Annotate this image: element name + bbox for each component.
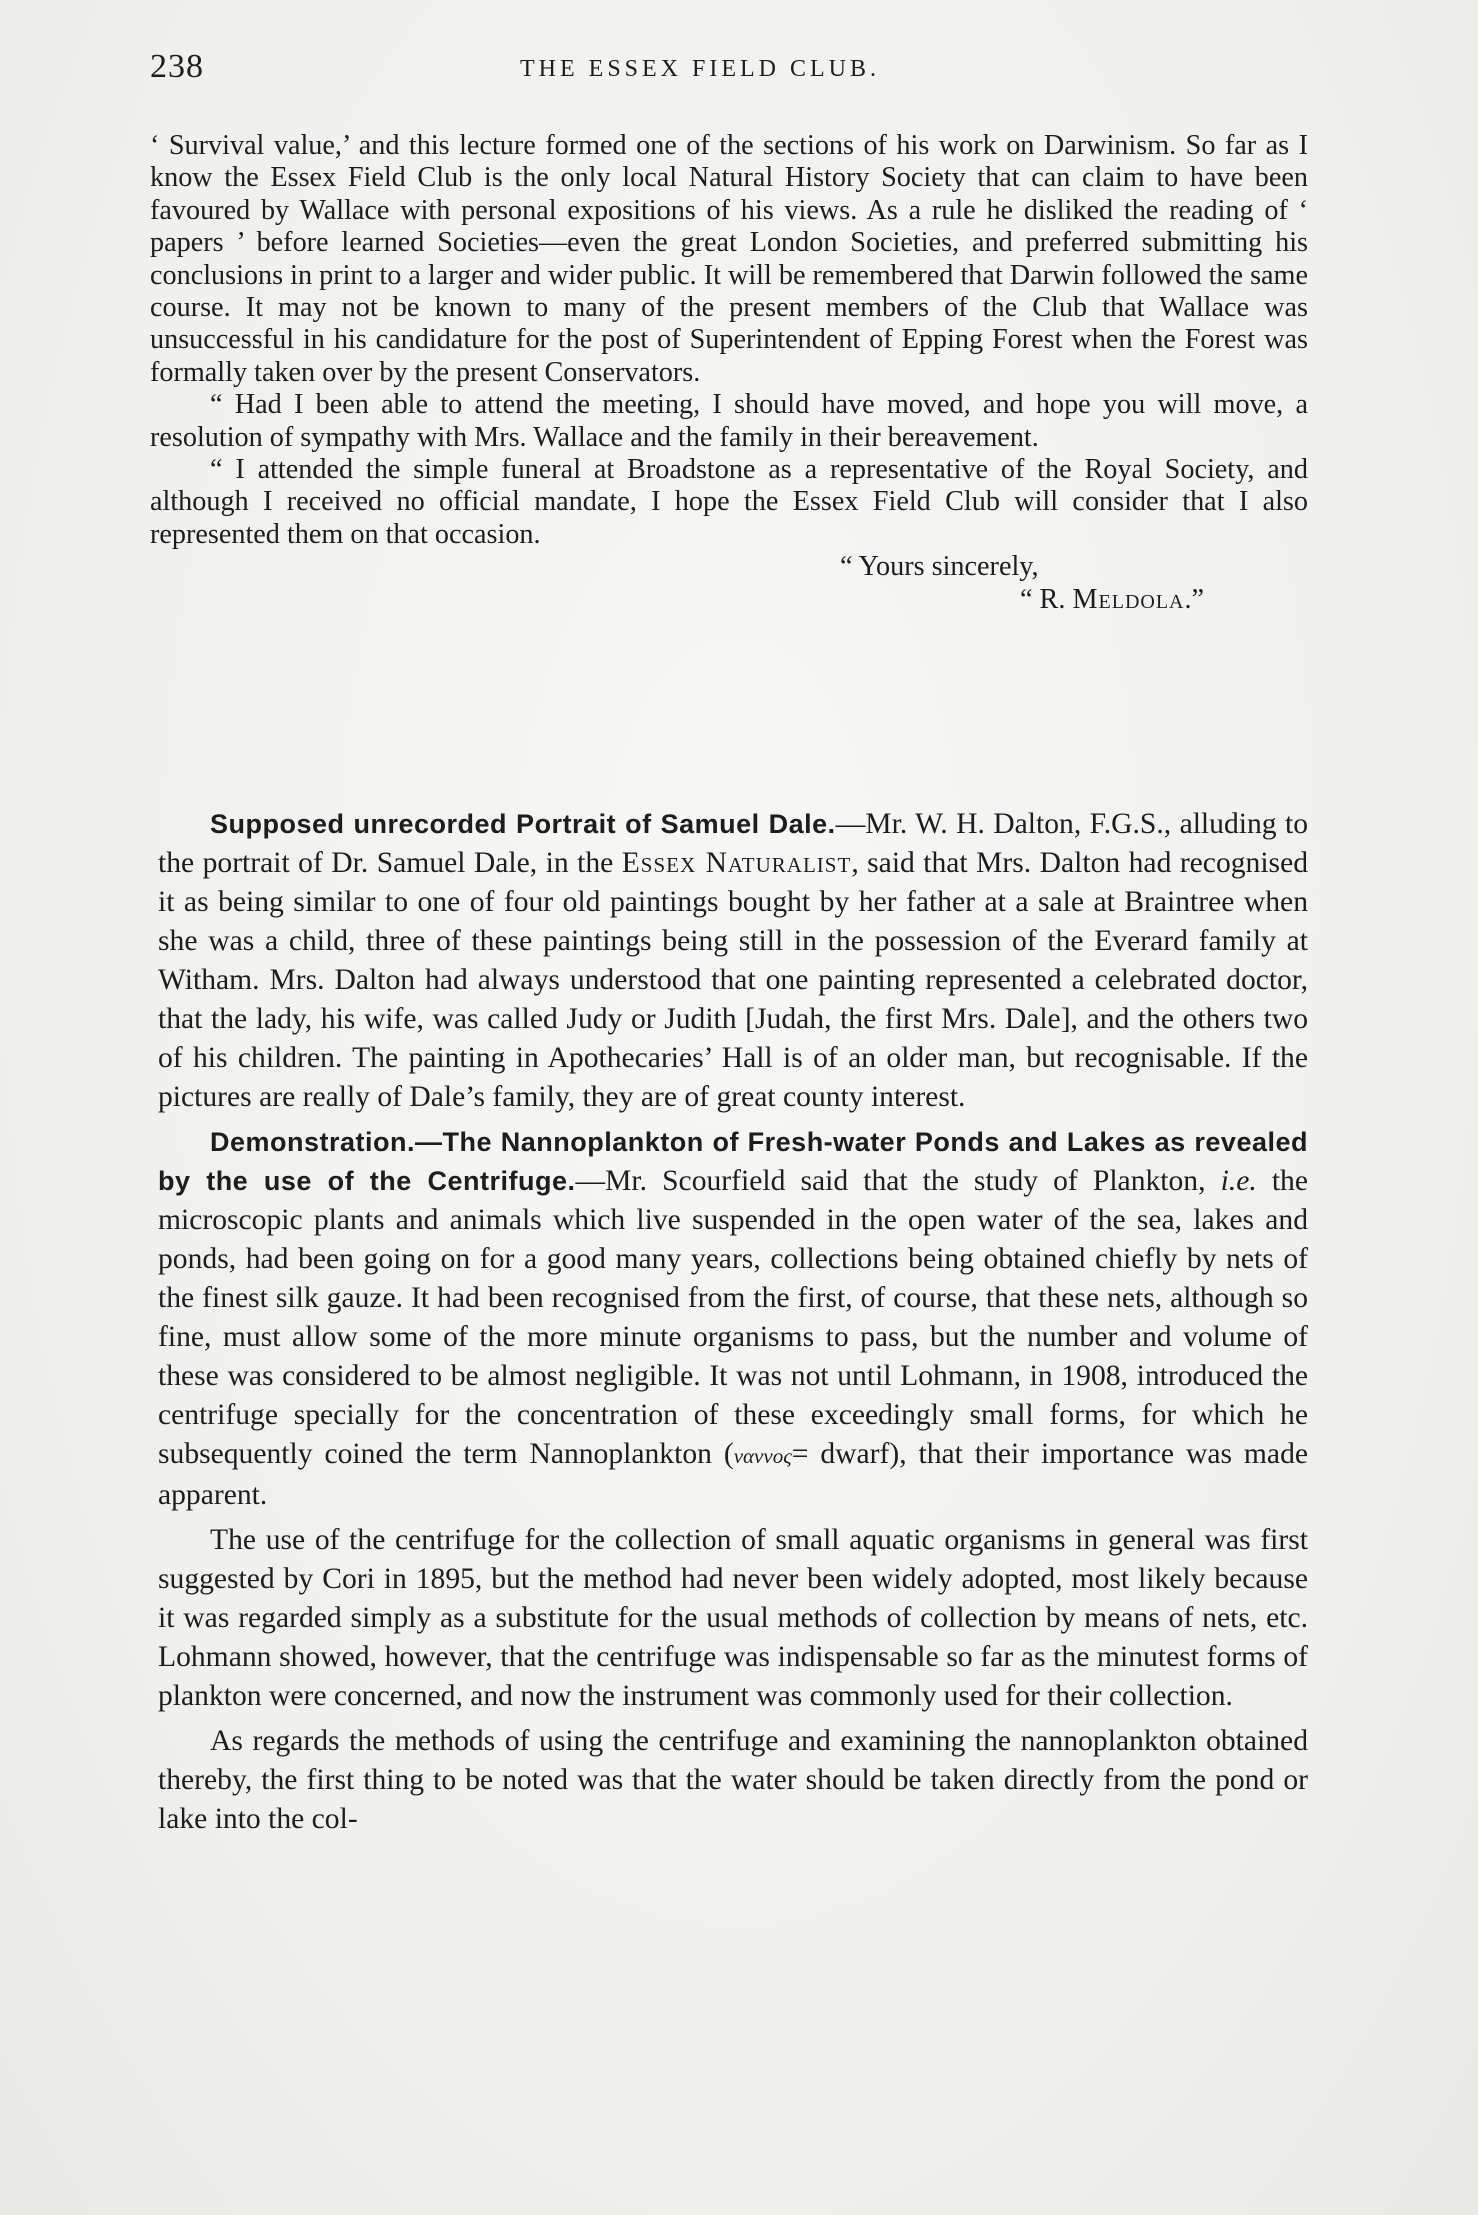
journal-title: Essex Naturalist <box>621 847 852 879</box>
portrait-paragraph: Supposed unrecorded Portrait of Samuel Dale.—Mr. W. H. Dalton, F.G.S., alluding to the portrait of Dr. Samuel Dale, in the Essex Naturalist, said that Mrs. Dalton had recognised it as being similar to one of four old paintings bought by her father at a sale at Braintree when she was a child, three of these paintings being still in the possession of the Everard family at Witham. Mrs. Dalton had always understood that one painting represented a celebrated doctor, that the lady, his wife, was called Judy or Judith [Judah, the first Mrs. Dale], and the others two of his children. The painting in Apothecaries’ Hall is of an older man, but recognisable. If the pictures are really of Dale’s family, they are of great county interest. <box>158 808 1309 1113</box>
section-heading-demonstration: Demonstration.—The Nannoplankton of Fresh-water Ponds and Lakes as revealed by the use of the Centrifuge. <box>158 1127 1308 1196</box>
letter-paragraph: “ Had I been able to attend the meeting, I should have moved, and hope you will move, a resolution of sympathy with Mrs. Wallace and the family in their bereavement. <box>150 389 1308 453</box>
page-number: 238 <box>150 48 204 85</box>
meldola-letter <box>150 130 1308 616</box>
letter-paragraph: ‘ Survival value,’ and this lecture formed one of the sections of his work on Darwinism. So far as I know the Essex Field Club is the only local Natural History Society that can claim to have been favoured by Wallace with personal expositions of his views. As a rule he disliked the reading of ‘ papers ’ before learned Societies—even the great London Societies, and preferred submitting his conclusions in print to a larger and wider public. It will be remembered that Darwin followed the same course. It may not be known to many of the present members of the Club that Wallace was unsuccessful in his candidature for the post of Superintendent of Epping Forest when the Forest was formally taken over by the present Conservators. <box>150 130 1308 388</box>
letter-signature: “ R. Meldola.” <box>1020 583 1205 615</box>
running-title: THE ESSEX FIELD CLUB. <box>520 56 880 82</box>
section-heading-portrait: Supposed unrecorded Portrait of Samuel Dale. <box>210 809 836 839</box>
demonstration-paragraph: As regards the methods of using the centrifuge and examining the nannoplankton obtained thereby, the first thing to be noted was that the water should be taken directly from the pond or lake into the col- <box>158 1725 1308 1835</box>
proceedings-text <box>158 805 1308 1845</box>
letter-closing: “ Yours sincerely, <box>840 551 1039 583</box>
greek-word: ναννος <box>733 1444 792 1468</box>
letter-paragraph: “ I attended the simple funeral at Broadstone as a representative of the Royal Society, and although I received no official mandate, I hope the Essex Field Club will consider that I also represented them on that occasion. <box>150 454 1308 550</box>
running-head <box>150 48 1300 92</box>
demonstration-paragraph: The use of the centrifuge for the collection of small aquatic organisms in general was first suggested by Cori in 1895, but the method had never been widely adopted, most likely because it was regarded simply as a substitute for the usual methods of collection by means of nets, etc. Lohmann showed, however, that the centrifuge was indispensable so far as the minutest forms of plankton were concerned, and now the instrument was commonly used for their collection. <box>158 1524 1308 1712</box>
signature-name: Meldola <box>1072 583 1185 615</box>
demonstration-paragraph: Demonstration.—The Nannoplankton of Fresh-water Ponds and Lakes as revealed by the use of the Centrifuge.—Mr. Scourfield said that the study of Plankton, i.e. the microscopic plants and animals which live suspended in the open water of the sea, lakes and ponds, had been going on for a good many years, collections being obtained chiefly by nets of the finest silk gauze. It had been recognised from the first, of course, that these nets, although so fine, must allow some of the more minute organisms to pass, but the number and volume of these was considered to be almost negligible. It was not until Lohmann, in 1908, introduced the centrifuge specially for the concentration of these exceedingly small forms, for which he subsequently coined the term Nannoplankton (ναννος= dwarf), that their importance was made apparent. <box>158 1127 1308 1511</box>
